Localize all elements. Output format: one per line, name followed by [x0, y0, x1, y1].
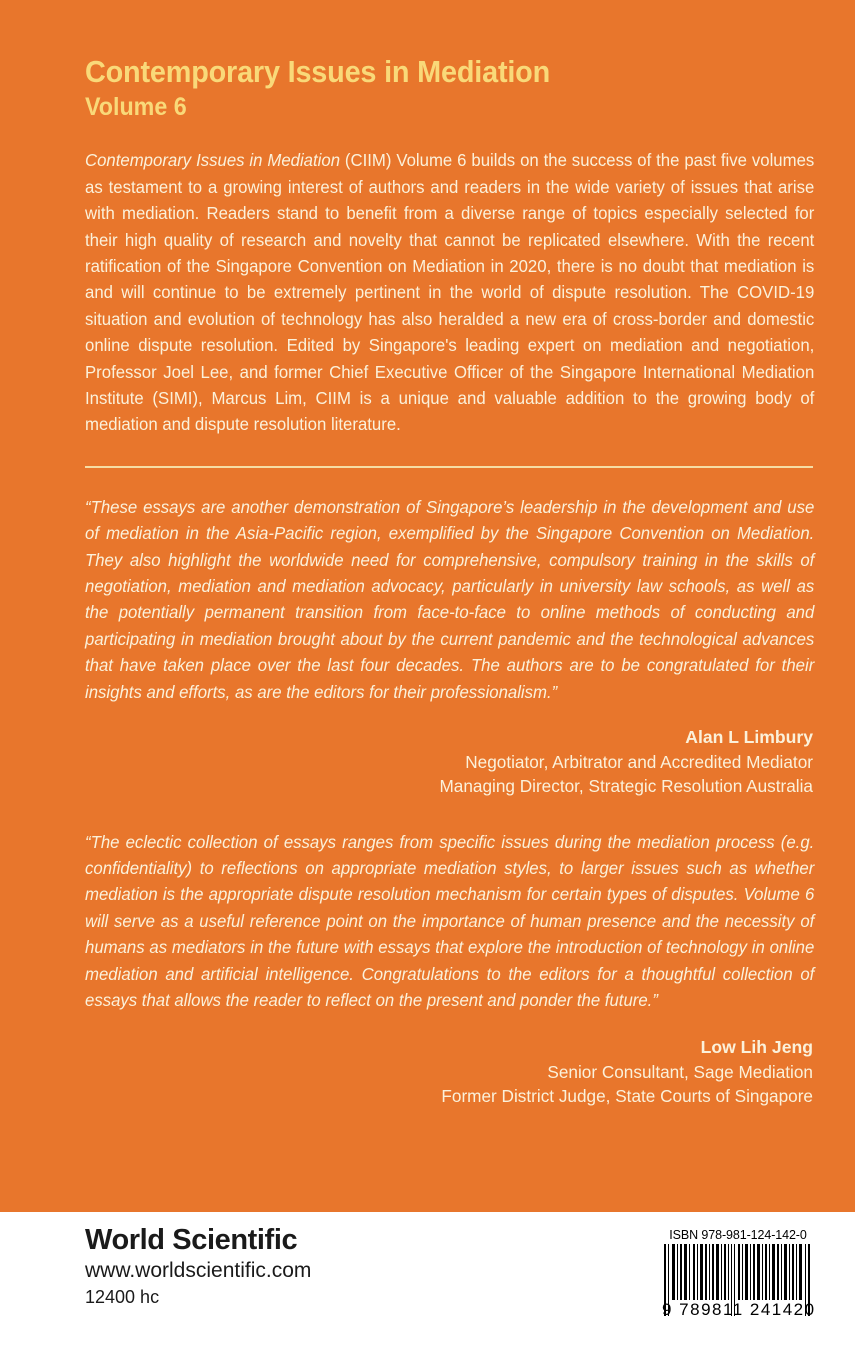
- endorser-role-2-line-1: Senior Consultant, Sage Mediation: [547, 1061, 813, 1082]
- endorser-name-2: Low Lih Jeng: [700, 1037, 813, 1058]
- publisher-website-url[interactable]: www.worldscientific.com: [85, 1259, 312, 1282]
- endorser-name-1: Alan L Limbury: [685, 727, 813, 748]
- endorser-role-1-line-2: Managing Director, Strategic Resolution Australia: [439, 776, 813, 797]
- section-divider: [85, 466, 813, 468]
- blurb-paragraph: [85, 147, 814, 437]
- page-title: Contemporary Issues in Mediation: [85, 54, 551, 89]
- endorser-role-2-line-2: Former District Judge, State Courts of Singapore: [441, 1086, 813, 1107]
- publisher-block: [85, 1224, 311, 1309]
- endorsement-quote-2: “The eclectic collection of essays ranges from specific issues during the mediation process (e.g. confidentiality) to reflections on appropriate mediation styles, to larger issues such as whether mediation is the appropriate dispute resolution mechanism for certain types of disputes. Volume 6 will serve as a useful reference point on the importance of human presence and the necessity of humans as mediators in the future with essays that explore the introduction of technology in online mediation and artificial intelligence. Congratulations to the editors for a thoughtful collection of essays that allows the reader to reflect on the present and ponder the future.”: [85, 831, 815, 1010]
- product-code: 12400 hc: [85, 1287, 160, 1307]
- endorsement-attribution-1: [85, 725, 813, 799]
- endorsement-attribution-2: [85, 1035, 813, 1109]
- isbn-label: ISBN 978-981-124-142-0: [669, 1228, 807, 1242]
- volume-subtitle: Volume 6: [85, 92, 187, 121]
- footer-bar: [0, 1212, 855, 1360]
- endorsement-quote-1: “These essays are another demonstration of Singapore’s leadership in the development and use of mediation in the Asia-Pacific region, exemplified by the Singapore Convention on Mediation. They also highlight the worldwide need for comprehensive, compulsory training in the skills of negotiation, mediation and mediation advocacy, particularly in university law schools, as well as the potentially permanent transition from face-to-face to online methods of conducting and participating in mediation brought about by the current pandemic and the technological advances that have taken place over the last four decades. The authors are to be congratulated for their insights and efforts, as are the editors for their professionalism.”: [85, 496, 815, 702]
- barcode-digits: 9 789811 241420: [662, 1300, 816, 1319]
- barcode-block: [662, 1228, 814, 1321]
- blurb-italic-title: Contemporary Issues in Mediation: [85, 150, 341, 171]
- blurb-body-text: (CIIM) Volume 6 builds on the success of the past five volumes as testament to a growing interest of authors and readers in the wide variety of issues that arise with mediation. Readers stand to benefit from a diverse range of topics especially selected for their high quality of research and novelty that cannot be replicated elsewhere. With the recent ratification of the Singapore Convention on Mediation in 2020, there is no doubt that mediation is and will continue to be extremely pertinent in the world of dispute resolution. The COVID-19 situation and evolution of technology has also heralded a new era of cross-border and domestic online dispute resolution. Edited by Singapore's leading expert on mediation and negotiation, Professor Joel Lee, and former Chief Executive Officer of the Singapore International Mediation Institute (SIMI), Marcus Lim, CIIM is a unique and valuable addition to the growing body of mediation and dispute resolution literature.: [85, 150, 815, 435]
- cover-content: [85, 0, 813, 1109]
- endorser-role-1-line-1: Negotiator, Arbitrator and Accredited Mediator: [465, 751, 813, 772]
- publisher-name: World Scientific: [85, 1224, 298, 1256]
- title-block: [85, 0, 813, 121]
